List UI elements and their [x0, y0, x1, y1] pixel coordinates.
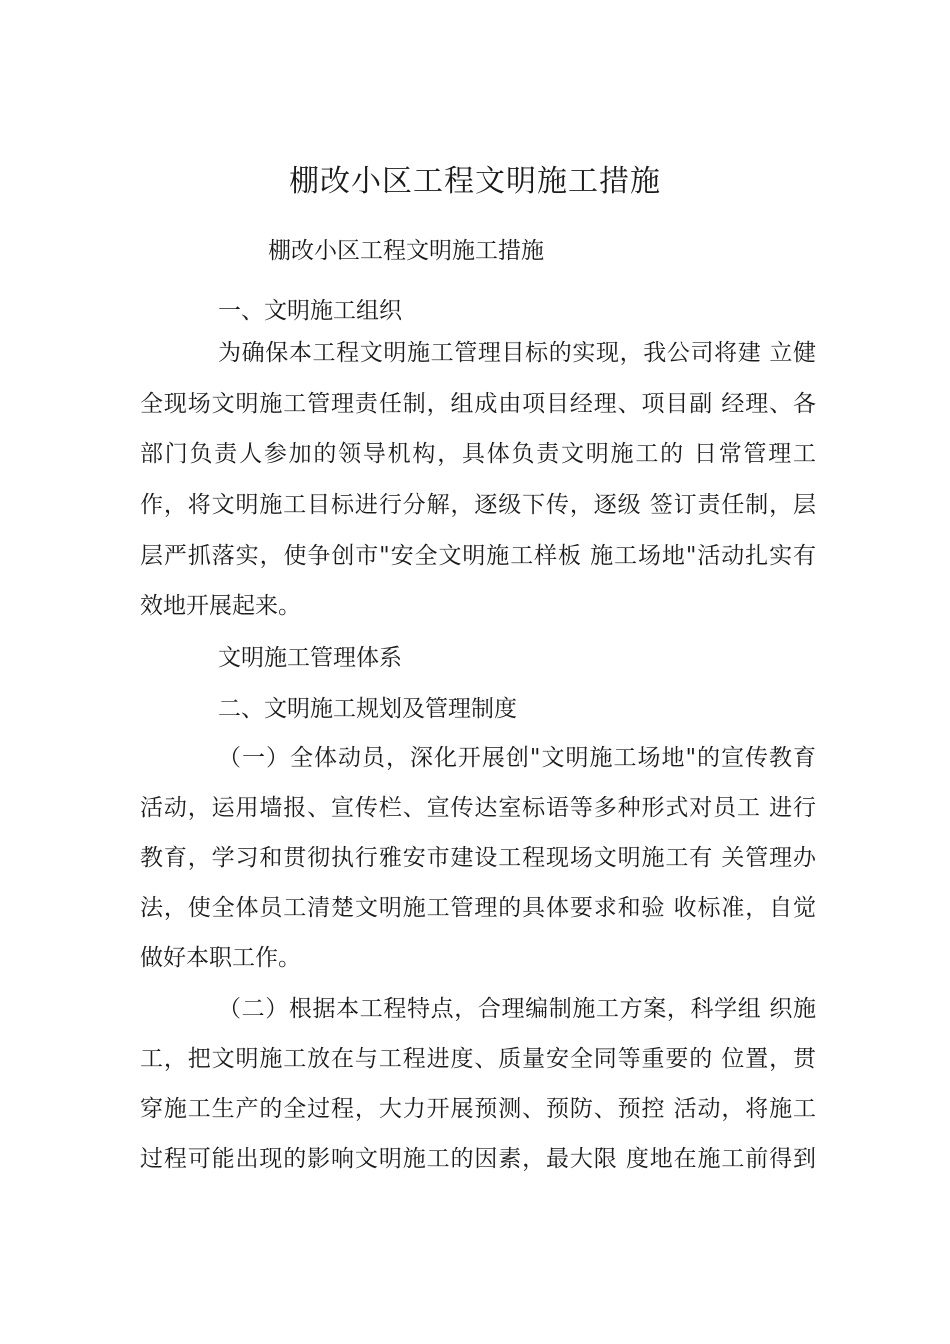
paragraph-1-line-6: 效地开展起来。 — [140, 593, 301, 619]
paragraph-1-line-1: 为确保本工程文明施工管理目标的实现，我公司将建 立健 — [218, 340, 816, 366]
paragraph-3-line-3: 穿施工生产的全过程，大力开展预测、预防、预控 活动，将施工 — [140, 1096, 816, 1122]
paragraph-3-line-4: 过程可能出现的影响文明施工的因素，最大限 度地在施工前得到 — [140, 1146, 816, 1172]
section-heading-1: 一、文明施工组织 — [218, 298, 402, 324]
paragraph-1-line-3: 部门负责人参加的领导机构，具体负责文明施工的 日常管理工 — [140, 441, 816, 467]
paragraph-3-line-2: 工，把文明施工放在与工程进度、质量安全同等重要的 位置，贯 — [140, 1046, 816, 1072]
paragraph-2-line-1: （一）全体动员，深化开展创"文明施工场地"的宣传教育 — [218, 745, 816, 771]
paragraph-2-line-4: 法，使全体员工清楚文明施工管理的具体要求和验 收标准，自觉 — [140, 895, 816, 921]
document-subtitle: 棚改小区工程文明施工措施 — [268, 238, 544, 264]
document-title: 棚改小区工程文明施工措施 — [289, 164, 661, 199]
paragraph-2-line-5: 做好本职工作。 — [140, 945, 301, 971]
system-label: 文明施工管理体系 — [218, 645, 402, 671]
paragraph-3-line-1: （二）根据本工程特点，合理编制施工方案，科学组 织施 — [218, 996, 816, 1022]
paragraph-1-line-4: 作，将文明施工目标进行分解，逐级下传，逐级 签订责任制，层 — [140, 492, 816, 518]
paragraph-2-line-3: 教育，学习和贯彻执行雅安市建设工程现场文明施工有 关管理办 — [140, 845, 816, 871]
section-heading-2: 二、文明施工规划及管理制度 — [218, 696, 517, 722]
paragraph-2-line-2: 活动，运用墙报、宣传栏、宣传达室标语等多种形式对员工 进行 — [140, 795, 816, 821]
paragraph-1-line-5: 层严抓落实，使争创市"安全文明施工样板 施工场地"活动扎实有 — [140, 543, 816, 569]
paragraph-1-line-2: 全现场文明施工管理责任制，组成由项目经理、项目副 经理、各 — [140, 391, 816, 417]
